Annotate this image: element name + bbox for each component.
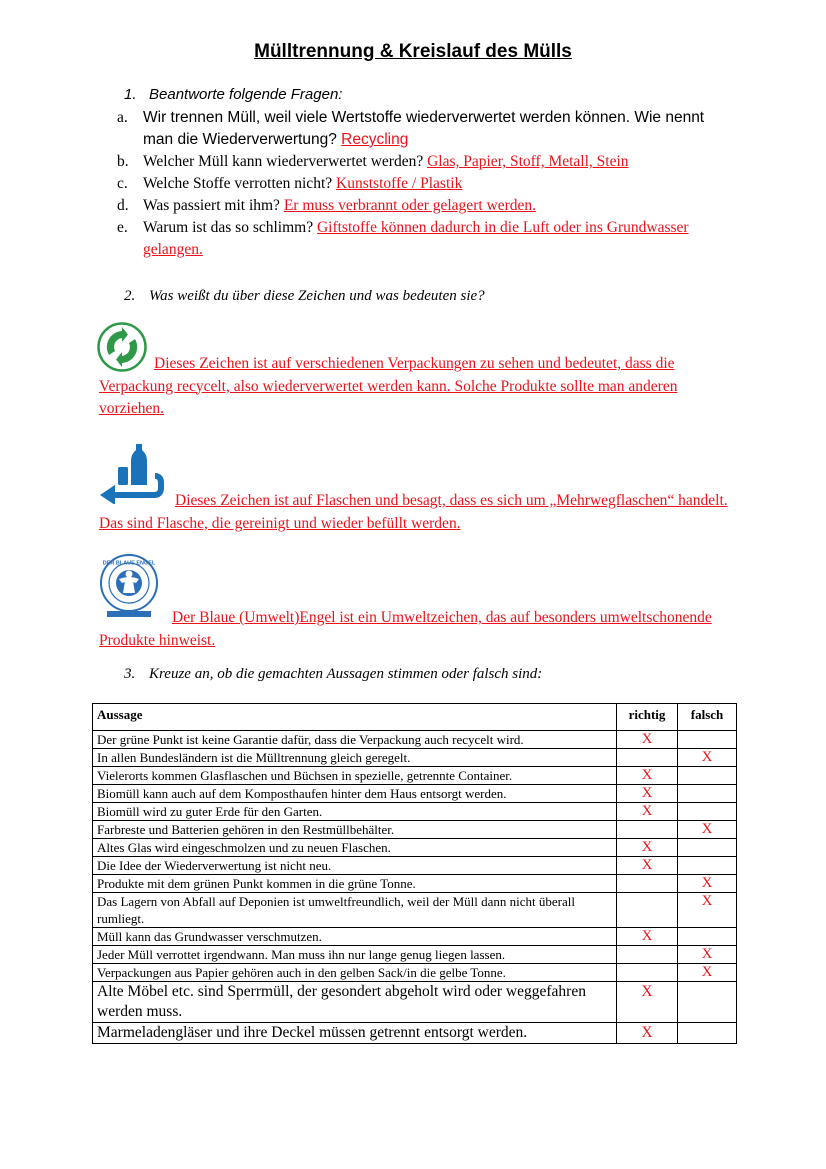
item-text	[143, 173, 727, 195]
right-cell	[617, 893, 678, 928]
item-label: d.	[117, 197, 129, 214]
statement-cell: Biomüll kann auch auf dem Komposthaufen hinter dem Haus entsorgt werden.	[93, 785, 617, 803]
statement-cell: Die Idee der Wiederverwertung ist nicht neu.	[93, 857, 617, 875]
page-title: Mülltrennung & Kreislauf des Mülls	[254, 41, 572, 62]
header-right: richtig	[617, 704, 678, 731]
statement-cell: Alte Möbel etc. sind Sperrmüll, der gesondert abgeholt wird oder weggefahren werden muss.	[93, 982, 617, 1023]
table-row	[93, 731, 737, 749]
right-cell: X	[617, 857, 678, 875]
table-row	[93, 821, 737, 839]
wrong-cell: X	[678, 946, 737, 964]
question-text: Beantworte folgende Fragen:	[149, 86, 343, 103]
item-text	[143, 217, 727, 261]
right-cell: X	[617, 982, 678, 1023]
statement-cell: Produkte mit dem grünen Punkt kommen in die grüne Tonne.	[93, 875, 617, 893]
table-row	[93, 1023, 737, 1044]
item-question: Welcher Müll kann wiederverwertet werden?	[143, 153, 424, 170]
statement-cell: In allen Bundesländern ist die Mülltrennung gleich geregelt.	[93, 749, 617, 767]
item-answer: Kunststoffe / Plastik	[336, 175, 463, 192]
question-1-list	[117, 107, 727, 261]
wrong-cell: X	[678, 964, 737, 982]
table-row	[93, 875, 737, 893]
list-item	[117, 107, 727, 151]
item-question: Was passiert mit ihm?	[143, 197, 280, 214]
question-number: 2.	[124, 288, 136, 304]
table-row	[93, 785, 737, 803]
right-cell: X	[617, 731, 678, 749]
wrong-cell: X	[678, 749, 737, 767]
question-2-heading	[124, 288, 485, 305]
table-row	[93, 857, 737, 875]
statement-cell: Marmeladengläser und ihre Deckel müssen getrennt entsorgt werden.	[93, 1023, 617, 1044]
wrong-cell	[678, 928, 737, 946]
right-cell: X	[617, 803, 678, 821]
list-item	[117, 151, 727, 173]
item-question: Welche Stoffe verrotten nicht?	[143, 175, 333, 192]
table-row	[93, 749, 737, 767]
wrong-cell	[678, 767, 737, 785]
right-cell	[617, 875, 678, 893]
item-question: Wir trennen Müll, weil viele Wertstoffe wiederverwertet werden können. Wie nennt man die Wiederverwertung?	[143, 109, 705, 148]
statements-table	[92, 703, 737, 1044]
item-label: b.	[117, 153, 129, 170]
sign-1-answer: Dieses Zeichen ist auf verschiedenen Verpackungen zu sehen und bedeutet, dass die Verpackung recycelt, also wiederverwertet werden kann. Solche Produkte sollte man anderen vorziehen.	[99, 355, 678, 417]
wrong-cell: X	[678, 893, 737, 928]
table-row	[93, 803, 737, 821]
list-item	[117, 217, 727, 261]
right-cell	[617, 946, 678, 964]
statement-cell: Verpackungen aus Papier gehören auch in den gelben Sack/in die gelbe Tonne.	[93, 964, 617, 982]
statement-cell: Jeder Müll verrottet irgendwann. Man muss ihn nur lange genug liegen lassen.	[93, 946, 617, 964]
statement-cell: Müll kann das Grundwasser verschmutzen.	[93, 928, 617, 946]
item-question: Warum ist das so schlimm?	[143, 219, 314, 236]
sign-2-answer: Dieses Zeichen ist auf Flaschen und besagt, dass es sich um „Mehrwegflaschen“ handelt. Das sind Flasche, die gereinigt und wieder befüllt werden.	[99, 492, 728, 532]
header-statement: Aussage	[93, 704, 617, 731]
item-answer: Glas, Papier, Stoff, Metall, Stein	[427, 153, 629, 170]
wrong-cell	[678, 857, 737, 875]
table-row	[93, 928, 737, 946]
list-item	[117, 173, 727, 195]
question-3-heading	[124, 666, 542, 683]
table-row	[93, 964, 737, 982]
question-text: Was weißt du über diese Zeichen und was bedeuten sie?	[149, 288, 485, 304]
header-wrong: falsch	[678, 704, 737, 731]
table-row	[93, 767, 737, 785]
wrong-cell	[678, 1023, 737, 1044]
statement-cell: Farbreste und Batterien gehören in den Restmüllbehälter.	[93, 821, 617, 839]
right-cell: X	[617, 785, 678, 803]
statement-cell: Biomüll wird zu guter Erde für den Garten.	[93, 803, 617, 821]
statement-cell: Der grüne Punkt ist keine Garantie dafür, dass die Verpackung auch recycelt wird.	[93, 731, 617, 749]
svg-text:DER BLAUE ENGEL: DER BLAUE ENGEL	[102, 560, 156, 567]
right-cell: X	[617, 1023, 678, 1044]
right-cell	[617, 964, 678, 982]
wrong-cell	[678, 731, 737, 749]
list-item	[117, 195, 727, 217]
table-row	[93, 982, 737, 1023]
table-row	[93, 946, 737, 964]
wrong-cell	[678, 839, 737, 857]
wrong-cell	[678, 803, 737, 821]
right-cell	[617, 749, 678, 767]
wrong-cell	[678, 785, 737, 803]
right-cell: X	[617, 767, 678, 785]
item-answer: Er muss verbrannt oder gelagert werden.	[283, 197, 537, 214]
wrong-cell: X	[678, 821, 737, 839]
right-cell	[617, 821, 678, 839]
right-cell: X	[617, 928, 678, 946]
question-1-heading	[124, 86, 342, 103]
question-text: Kreuze an, ob die gemachten Aussagen stimmen oder falsch sind:	[149, 666, 543, 682]
item-answer: Giftstoffe können dadurch in die Luft oder ins Grundwasser gelangen.	[143, 219, 689, 258]
statement-cell: Das Lagern von Abfall auf Deponien ist umweltfreundlich, weil der Müll dann nicht überall rumliegt.	[93, 893, 617, 928]
question-number: 1.	[124, 86, 137, 103]
item-label: c.	[117, 175, 128, 192]
table-header-row	[93, 704, 737, 731]
item-text	[143, 195, 727, 217]
wrong-cell: X	[678, 875, 737, 893]
table-row	[93, 893, 737, 928]
statement-cell: Altes Glas wird eingeschmolzen und zu neuen Flaschen.	[93, 839, 617, 857]
item-label: a.	[117, 109, 128, 126]
item-label: e.	[117, 219, 128, 236]
statement-cell: Vielerorts kommen Glasflaschen und Büchsen in spezielle, getrennte Container.	[93, 767, 617, 785]
sign-3-answer: Der Blaue (Umwelt)Engel ist ein Umweltzeichen, das auf besonders umweltschonende Produkte hinweist.	[99, 609, 712, 649]
question-number: 3.	[124, 666, 136, 682]
table-row	[93, 839, 737, 857]
item-text	[143, 107, 727, 151]
item-text	[143, 151, 727, 173]
wrong-cell	[678, 982, 737, 1023]
item-answer: Recycling	[341, 131, 409, 148]
right-cell: X	[617, 839, 678, 857]
